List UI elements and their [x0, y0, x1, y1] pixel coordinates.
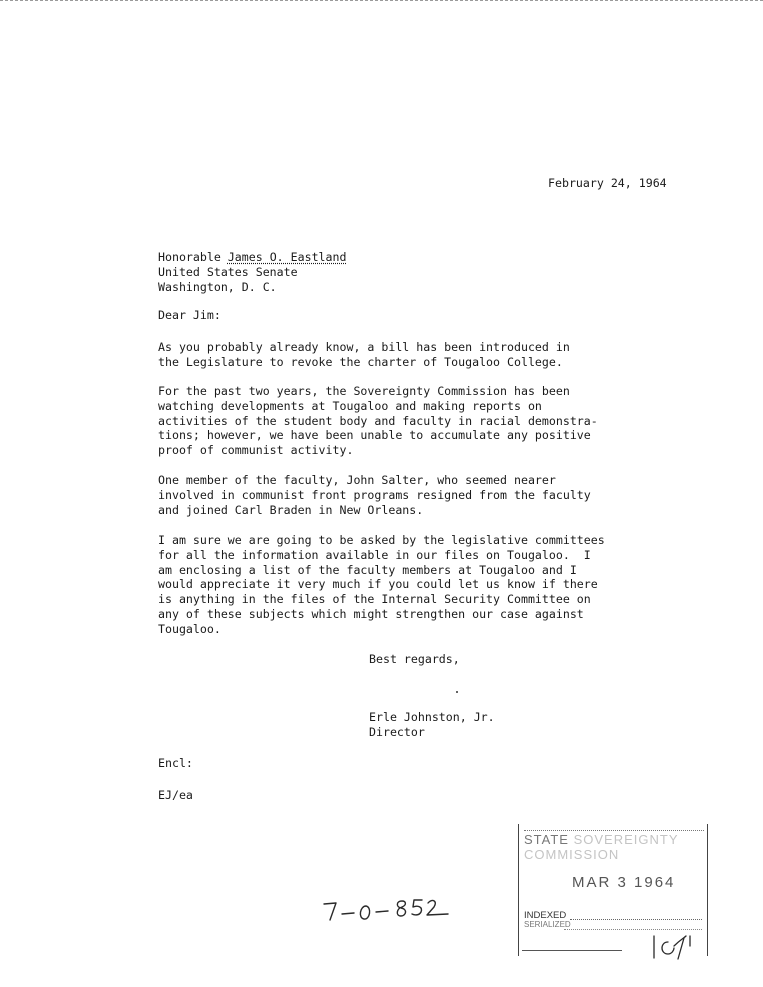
received-stamp — [518, 824, 708, 958]
typist-initials: EJ/ea — [158, 788, 193, 802]
page-top-edge — [0, 0, 763, 1]
paragraph-1: As you probably already know, a bill has been introduced in the Legislature to revoke the charter of Tougaloo College. — [158, 340, 570, 369]
stamp-serialized-line — [564, 929, 702, 930]
address-line-2: United States Senate — [158, 264, 298, 279]
stamp-filed-line — [522, 950, 622, 951]
stamp-indexed-line — [570, 919, 702, 920]
stamp-date: MAR 3 1964 — [572, 874, 676, 891]
stamp-handwritten-initials — [650, 932, 702, 960]
paragraph-4: I am sure we are going to be asked by the legislative committees for all the information available in our files on Tougaloo. I am enclosing a list of the faculty members at Tougaloo and I would appreciate it very much if you could let us know if there is anything in the files of the Internal Security Committee on any of these subjects which might strengthen our case against Tougaloo. — [158, 533, 605, 636]
letter-date: February 24, 1964 — [548, 176, 667, 190]
address-line-3: Washington, D. C. — [158, 279, 277, 294]
stamp-top-line — [524, 830, 704, 831]
paper-speck — [456, 691, 458, 693]
stamp-indexed-label: INDEXED — [524, 910, 567, 921]
signer-title: Director — [369, 725, 425, 739]
inside-address — [158, 250, 346, 294]
closing: Best regards, — [369, 652, 460, 666]
stamp-header: STATE SOVEREIGNTY COMMISSION — [524, 832, 679, 862]
paragraph-3: One member of the faculty, John Salter, who seemed nearer involved in communist front programs resigned from the faculty and joined Carl Braden in New Orleans. — [158, 473, 591, 517]
addressee-name: James O. Eastland — [227, 250, 347, 264]
paragraph-2: For the past two years, the Sovereignty Commission has been watching developments at Tougaloo and making reports on activities of the student body and faculty in racial demonstra- tions; however, we have been unable to accumulate any positive proof of communist activity. — [158, 384, 598, 458]
signer-name: Erle Johnston, Jr. — [369, 710, 495, 724]
stamp-serialized-label: SERIALIZED — [524, 920, 571, 929]
handwritten-file-number — [322, 892, 462, 926]
enclosure-note: Encl: — [158, 756, 193, 770]
address-prefix: Honorable — [158, 250, 228, 264]
salutation: Dear Jim: — [158, 308, 221, 322]
